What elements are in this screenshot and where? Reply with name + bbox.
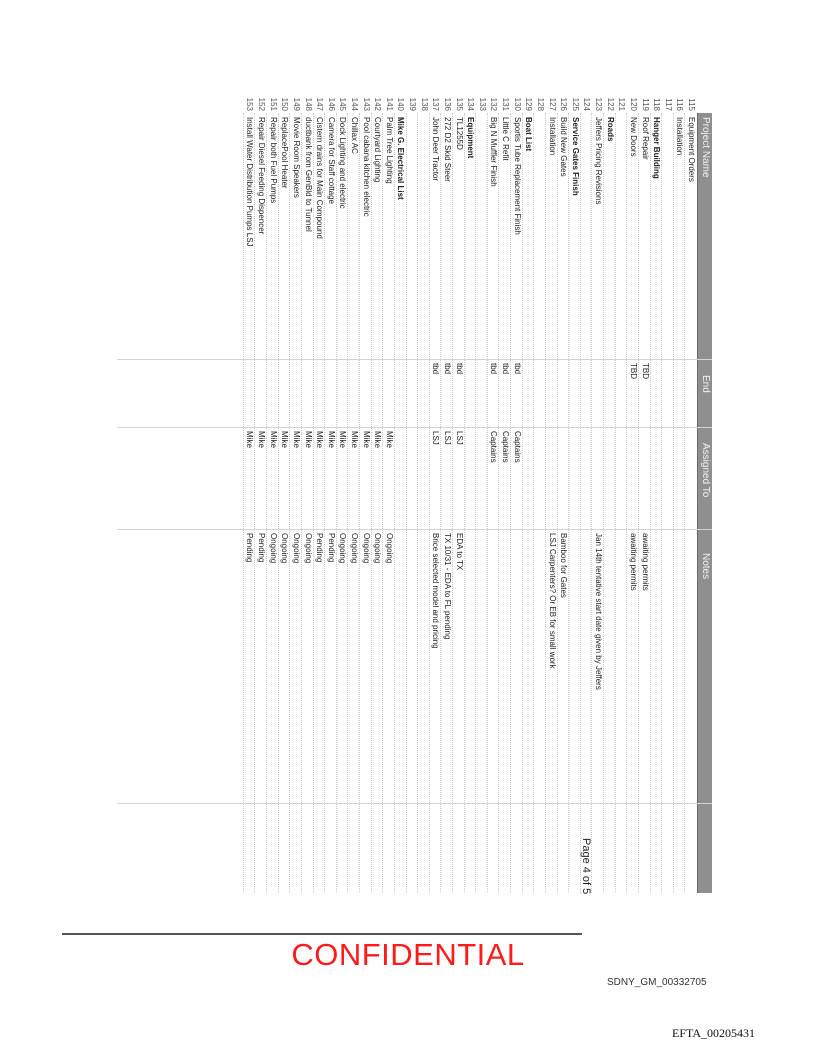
end-date: tbd (442, 363, 452, 375)
project-name: ductbank from GenBld to Tunnel (303, 117, 313, 232)
project-name: Camera for Staff cottage (326, 117, 336, 205)
end-date: tbd (489, 363, 499, 375)
confidential-stamp: CONFIDENTIAL (291, 937, 525, 972)
row-number: 144 (350, 97, 360, 111)
row-number: 142 (373, 97, 383, 111)
assigned-to: Mike (268, 431, 278, 448)
row-number: 115 (687, 98, 696, 111)
row-number: 140 (396, 97, 406, 111)
assigned-to: Captains (512, 431, 522, 463)
row-number: 129 (524, 97, 534, 111)
project-name: Installation (547, 117, 557, 156)
project-name: Hanger Building (652, 117, 662, 179)
table-row (533, 97, 546, 893)
notes: Pending (315, 533, 325, 563)
project-name: John Deer Tractor (431, 117, 441, 182)
notes: Ongoing (291, 533, 301, 564)
table-row (615, 97, 628, 893)
table-row (452, 97, 465, 893)
table-row (243, 97, 256, 893)
project-name: Repair Diesel Feeding Dispencer (257, 117, 267, 235)
table-row (336, 97, 349, 893)
project-table (117, 97, 712, 893)
table-row (289, 97, 302, 893)
end-date: tbd (512, 363, 522, 375)
row-number: 124 (582, 97, 592, 111)
assigned-to: Mike (303, 431, 313, 448)
bates-number: SDNY_GM_00332705 (607, 977, 707, 988)
page-number: Page 4 of 5 (580, 838, 592, 895)
assigned-to: Mike (361, 431, 371, 448)
end-date: TBD (640, 363, 650, 379)
row-number: 133 (477, 97, 487, 111)
row-number: 125 (570, 97, 580, 111)
table-row (684, 98, 697, 893)
row-number: 131 (501, 97, 511, 111)
row-number: 135 (454, 97, 464, 111)
notes: Ongoing (303, 533, 313, 564)
end-date: tbd (501, 363, 511, 375)
row-number: 139 (408, 97, 418, 111)
notes: awaiting permits (628, 533, 638, 591)
assigned-to: Captains (489, 431, 499, 463)
table-row (580, 97, 593, 893)
project-name: TL1255D (454, 117, 464, 150)
table-row (650, 98, 663, 893)
project-name: Cistern drains for Main Compound (315, 117, 325, 239)
table-row (278, 97, 291, 893)
table-row (464, 97, 477, 893)
row-number: 130 (512, 97, 522, 111)
project-name: Roads (605, 117, 615, 142)
table-row (638, 98, 651, 893)
efta-number: EFTA_00205431 (672, 1026, 756, 1040)
notes: Ongoing (280, 533, 290, 564)
assigned-to: LSJ (442, 431, 452, 445)
assigned-to: Mike (326, 431, 336, 448)
row-number: 141 (384, 97, 394, 111)
table-row (359, 97, 372, 893)
project-name: Jeffers Pricing Revisions (594, 117, 604, 205)
header-notes: Notes (700, 553, 711, 580)
table-row (347, 97, 360, 893)
assigned-to: Mike (280, 431, 290, 448)
separator-line (62, 933, 582, 935)
table-row (406, 97, 419, 893)
project-name: Big N Muffler Finish (489, 117, 499, 187)
notes: LSJ Carpenters? Or EB for small work (547, 533, 557, 669)
project-name: Movie Room Speakers (291, 117, 301, 198)
table-row (382, 97, 395, 893)
table-row (394, 97, 407, 893)
assigned-to: Mike (384, 431, 394, 448)
header-assigned: Assigned To (700, 443, 711, 498)
table-row (301, 97, 314, 893)
row-number: 147 (315, 97, 325, 111)
row-number: 123 (594, 97, 604, 111)
table-row (603, 97, 616, 893)
end-date: tbd (454, 363, 464, 375)
table-header (697, 113, 712, 893)
notes: TX 10/31 - EDA to FL pending (442, 533, 452, 640)
table-row (487, 97, 500, 893)
assigned-to: Mike (373, 431, 383, 448)
notes: awaiting permits (640, 533, 650, 591)
row-number: 122 (605, 97, 615, 111)
assigned-to: LSJ (454, 431, 464, 445)
row-number: 134 (466, 97, 476, 111)
row-number: 149 (291, 97, 301, 111)
project-name: Boat List (524, 117, 534, 152)
row-number: 126 (559, 97, 569, 111)
project-name: Equipment (466, 117, 476, 159)
assigned-to: Mike (338, 431, 348, 448)
notes: Ongoing (268, 533, 278, 564)
project-name: Sportis Tube Replacement Finish (512, 117, 522, 235)
project-name: Mike G. Electrical List (396, 117, 406, 200)
row-number: 146 (326, 97, 336, 111)
end-date: tbd (431, 363, 441, 375)
header-end: End (700, 375, 711, 393)
project-name: Chillax AC (350, 117, 360, 154)
project-name: Installation (675, 117, 685, 156)
project-name: ReplacePool Heater (280, 117, 290, 189)
table-row (429, 97, 442, 893)
table-row (324, 97, 337, 893)
project-name: Install Water Distribution Pumps LSJ (245, 117, 255, 247)
row-number: 121 (617, 97, 627, 111)
row-number: 145 (338, 97, 348, 111)
row-number: 143 (361, 97, 371, 111)
table-row (661, 98, 674, 893)
row-number: 152 (257, 97, 267, 111)
table-row (266, 97, 279, 893)
notes: Jan 14th tentative start date given by Jeffers (594, 533, 604, 690)
row-number: 120 (628, 97, 638, 111)
table-row (522, 97, 535, 893)
row-number: 151 (268, 97, 278, 111)
assigned-to: Mike (245, 431, 255, 448)
table-row (440, 97, 453, 893)
row-number: 138 (419, 97, 429, 111)
notes: Ongoing (338, 533, 348, 564)
row-number: 148 (303, 97, 313, 111)
table-row (313, 97, 326, 893)
project-name: 272 D2 Skid Steer (442, 117, 452, 182)
row-number: 117 (663, 98, 673, 111)
assigned-to: Mike (350, 431, 360, 448)
table-row (557, 97, 570, 893)
row-number: 116 (675, 98, 685, 111)
assigned-to: LSJ (431, 431, 441, 445)
table-row (626, 97, 639, 893)
project-name: Palm Tree Lighting (384, 117, 394, 184)
project-name: Little C Refit (501, 117, 511, 161)
table-row (568, 97, 581, 893)
project-name: Courtyard Lighting (373, 117, 383, 183)
project-name: Build New Gates (559, 117, 569, 177)
assigned-to: Mike (291, 431, 301, 448)
end-date: TBD (628, 363, 638, 379)
row-number: 128 (535, 97, 545, 111)
project-name: Equipment Orders (687, 117, 696, 182)
row-number: 153 (245, 97, 255, 111)
table-row (498, 97, 511, 893)
notes: Brice selected model and pricing (431, 533, 441, 649)
row-number: 127 (547, 97, 557, 111)
notes: Pending (245, 533, 255, 563)
notes: Pending (257, 533, 267, 563)
notes: Bamboo for Gates (559, 533, 569, 598)
table-row (591, 97, 604, 893)
assigned-to: Mike (257, 431, 267, 448)
notes: Pending (326, 533, 336, 563)
row-number: 132 (489, 97, 499, 111)
assigned-to: Captains (501, 431, 511, 463)
table-row (475, 97, 488, 893)
project-name: New Doors (628, 117, 638, 157)
project-name: Service Gates Finish (570, 117, 580, 196)
table-row (673, 98, 686, 893)
project-name: Roof Repair (640, 117, 650, 160)
table-row (545, 97, 558, 893)
project-name: Pool cabana kitchen electric (361, 117, 371, 217)
row-number: 118 (652, 98, 662, 111)
notes: Ongoing (361, 533, 371, 564)
row-number: 150 (280, 97, 290, 111)
notes: Ongoing (350, 533, 360, 564)
row-number: 137 (431, 97, 441, 111)
notes: Ongoing (373, 533, 383, 564)
table-row (417, 97, 430, 893)
table-row (371, 97, 384, 893)
notes: EDA to TX (454, 533, 464, 571)
row-number: 119 (640, 98, 650, 111)
project-name: Repair both Fuel Pumps (268, 117, 278, 204)
header-project: Project Name (700, 117, 711, 178)
assigned-to: Mike (315, 431, 325, 448)
project-name: Dock Lighting and electric (338, 117, 348, 209)
table-row (254, 97, 267, 893)
row-number: 136 (442, 97, 452, 111)
table-row (510, 97, 523, 893)
notes: Ongoing (384, 533, 394, 564)
